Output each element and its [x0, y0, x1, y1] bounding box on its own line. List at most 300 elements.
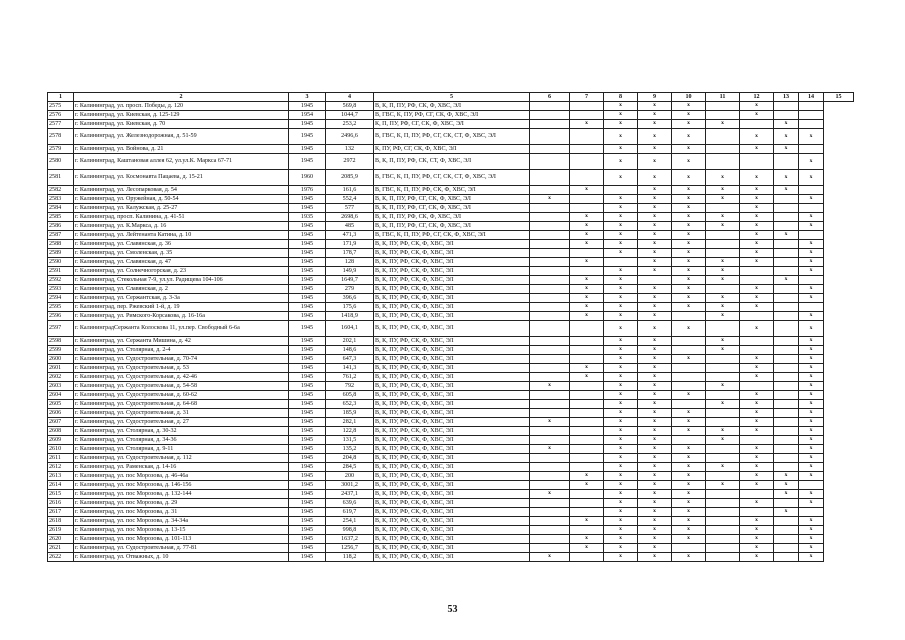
works-list-cell: В, К, ПУ, РФ, СК, Ф, ХВС, ЭЛ [374, 355, 530, 364]
area-cell: 185,9 [326, 409, 374, 418]
table-row [48, 204, 854, 213]
mark-cell-col-13 [774, 204, 799, 213]
mark-cell-col-8: x [604, 337, 638, 346]
year-built-cell: 1945 [289, 195, 326, 204]
mark-cell-col-14 [799, 145, 824, 154]
table-row [48, 213, 854, 222]
mark-cell-col-14: x [799, 472, 824, 481]
mark-cell-col-11: x [706, 337, 740, 346]
mark-cell-col-11: x [706, 303, 740, 312]
table-row [48, 526, 854, 535]
year-built-cell: 1945 [289, 364, 326, 373]
mark-cell-col-8: x [604, 276, 638, 285]
mark-cell-col-10 [672, 337, 706, 346]
mark-cell-col-10: x [672, 535, 706, 544]
mark-cell-col-14 [799, 111, 824, 120]
table-body [48, 102, 854, 562]
row-number-cell: 2579 [48, 145, 74, 154]
mark-cell-col-9: x [638, 553, 672, 562]
address-cell: г. Калининград, ул. Столярная, д. 2-4 [74, 346, 289, 355]
mark-cell-col-11 [706, 409, 740, 418]
mark-cell-col-7: x [570, 303, 604, 312]
mark-cell-col-7 [570, 553, 604, 562]
table-row [48, 154, 854, 170]
mark-cell-col-10: x [672, 508, 706, 517]
mark-cell-col-7 [570, 102, 604, 111]
mark-cell-col-14: x [799, 355, 824, 364]
mark-cell-col-6 [530, 258, 570, 267]
works-list-cell: В, К, ПУ, РФ, СК, Ф, ХВС, ЭЛ [374, 391, 530, 400]
area-cell: 2437,1 [326, 490, 374, 499]
area-cell: 3001,2 [326, 481, 374, 490]
mark-cell-col-10: x [672, 427, 706, 436]
works-list-cell: В, К, ПУ, РФ, СК, Ф, ХВС, ЭЛ [374, 508, 530, 517]
table-row [48, 111, 854, 120]
table-row [48, 267, 854, 276]
works-list-cell: В, К, ПУ, РФ, СК, Ф, ХВС, ЭЛ [374, 249, 530, 258]
mark-cell-col-12: x [740, 535, 774, 544]
address-cell: г. Калининград, пер. Ржевский 1-й, д. 19 [74, 303, 289, 312]
mark-cell-col-13: x [774, 508, 799, 517]
column-number-15: 15 [824, 93, 854, 102]
mark-cell-col-10: x [672, 463, 706, 472]
area-cell: 792 [326, 382, 374, 391]
mark-cell-col-14: x [799, 535, 824, 544]
mark-cell-col-10 [672, 544, 706, 553]
table-row [48, 346, 854, 355]
mark-cell-col-9: x [638, 346, 672, 355]
mark-cell-col-13 [774, 436, 799, 445]
mark-cell-col-6: x [530, 445, 570, 454]
mark-cell-col-14 [799, 120, 824, 129]
area-cell: 253,2 [326, 120, 374, 129]
mark-cell-col-14: x [799, 195, 824, 204]
row-number-cell: 2600 [48, 355, 74, 364]
year-built-cell: 1945 [289, 346, 326, 355]
mark-cell-col-10: x [672, 204, 706, 213]
mark-cell-col-9: x [638, 391, 672, 400]
mark-cell-col-12: x [740, 129, 774, 145]
works-list-cell: В, К, ПУ, РФ, СК, Ф, ХВС, ЭЛ [374, 481, 530, 490]
mark-cell-col-11: x [706, 346, 740, 355]
row-number-cell: 2594 [48, 294, 74, 303]
year-built-cell: 1945 [289, 463, 326, 472]
table-row [48, 553, 854, 562]
mark-cell-col-9 [638, 276, 672, 285]
year-built-cell: 1945 [289, 321, 326, 337]
area-cell: 279 [326, 285, 374, 294]
year-built-cell: 1945 [289, 508, 326, 517]
area-cell: 577 [326, 204, 374, 213]
row-number-cell: 2583 [48, 195, 74, 204]
mark-cell-col-10: x [672, 170, 706, 186]
mark-cell-col-11 [706, 249, 740, 258]
address-cell: г. Калининград, Стекольная 7-9, ул.ул. Радищева 104-106 [74, 276, 289, 285]
works-list-cell: В, ГВС, К, П, ПУ, РФ, СГ, СК, СТ, Ф, ХВС, ЭЛ [374, 129, 530, 145]
mark-cell-col-10: x [672, 481, 706, 490]
mark-cell-col-9: x [638, 111, 672, 120]
mark-cell-col-11 [706, 154, 740, 170]
area-cell: 2698,6 [326, 213, 374, 222]
table-row [48, 499, 854, 508]
mark-cell-col-9: x [638, 294, 672, 303]
mark-cell-col-11 [706, 285, 740, 294]
row-number-cell: 2619 [48, 526, 74, 535]
table-row [48, 508, 854, 517]
mark-cell-col-6 [530, 129, 570, 145]
works-list-cell: В, К, П, ПУ, РФ, СК, Ф, ХВС, ЭЛ [374, 102, 530, 111]
address-cell: г. Калининград, ул. Лесопарковая, д. 54 [74, 186, 289, 195]
area-cell: 1604,1 [326, 321, 374, 337]
row-number-cell: 2584 [48, 204, 74, 213]
mark-cell-col-12: x [740, 195, 774, 204]
mark-cell-col-10: x [672, 303, 706, 312]
column-number-8: 8 [604, 93, 638, 102]
address-cell: г. Калининград, ул. пос Морозова, д. 29 [74, 499, 289, 508]
mark-cell-col-14: x [799, 544, 824, 553]
mark-cell-col-10 [672, 436, 706, 445]
mark-cell-col-7 [570, 249, 604, 258]
mark-cell-col-9: x [638, 436, 672, 445]
year-built-cell: 1945 [289, 102, 326, 111]
mark-cell-col-14: x [799, 517, 824, 526]
mark-cell-col-11 [706, 373, 740, 382]
address-cell: г. Калининград, ул. Славянская, д. 36 [74, 240, 289, 249]
works-list-cell: В, К, ПУ, РФ, СК, Ф, ХВС, ЭЛ [374, 427, 530, 436]
mark-cell-col-12: x [740, 454, 774, 463]
mark-cell-col-6 [530, 267, 570, 276]
year-built-cell: 1945 [289, 454, 326, 463]
mark-cell-col-11 [706, 102, 740, 111]
mark-cell-col-7: x [570, 186, 604, 195]
mark-cell-col-13 [774, 285, 799, 294]
mark-cell-col-7: x [570, 240, 604, 249]
mark-cell-col-9: x [638, 400, 672, 409]
mark-cell-col-11 [706, 321, 740, 337]
row-number-cell: 2590 [48, 258, 74, 267]
mark-cell-col-12: x [740, 409, 774, 418]
mark-cell-col-9: x [638, 186, 672, 195]
mark-cell-col-6 [530, 231, 570, 240]
mark-cell-col-8: x [604, 267, 638, 276]
mark-cell-col-10 [672, 312, 706, 321]
column-number-3: 3 [289, 93, 326, 102]
mark-cell-col-9: x [638, 249, 672, 258]
mark-cell-col-9: x [638, 454, 672, 463]
mark-cell-col-10 [672, 364, 706, 373]
area-cell: 761,2 [326, 373, 374, 382]
year-built-cell: 1945 [289, 373, 326, 382]
mark-cell-col-14: x [799, 321, 824, 337]
mark-cell-col-12: x [740, 321, 774, 337]
year-built-cell: 1935 [289, 213, 326, 222]
table-row [48, 195, 854, 204]
mark-cell-col-9: x [638, 499, 672, 508]
mark-cell-col-6 [530, 436, 570, 445]
table-row [48, 364, 854, 373]
works-list-cell: В, К, ПУ, РФ, СК, Ф, ХВС, ЭЛ [374, 526, 530, 535]
table-row [48, 391, 854, 400]
row-number-cell: 2576 [48, 111, 74, 120]
area-cell: 282,1 [326, 418, 374, 427]
year-built-cell: 1945 [289, 427, 326, 436]
year-built-cell: 1945 [289, 409, 326, 418]
mark-cell-col-6 [530, 346, 570, 355]
year-built-cell: 1945 [289, 129, 326, 145]
mark-cell-col-11: x [706, 436, 740, 445]
mark-cell-col-10: x [672, 499, 706, 508]
mark-cell-col-6 [530, 364, 570, 373]
mark-cell-col-10: x [672, 472, 706, 481]
mark-cell-col-7 [570, 490, 604, 499]
row-number-cell: 2593 [48, 285, 74, 294]
mark-cell-col-10: x [672, 222, 706, 231]
area-cell: 605,8 [326, 391, 374, 400]
mark-cell-col-12: x [740, 463, 774, 472]
mark-cell-col-9: x [638, 258, 672, 267]
mark-cell-col-9: x [638, 222, 672, 231]
area-cell: 485 [326, 222, 374, 231]
year-built-cell: 1945 [289, 391, 326, 400]
mark-cell-col-12: x [740, 544, 774, 553]
mark-cell-col-13 [774, 312, 799, 321]
works-list-cell: В, К, ПУ, РФ, СК, Ф, ХВС, ЭЛ [374, 321, 530, 337]
mark-cell-col-7 [570, 499, 604, 508]
area-cell: 569,8 [326, 102, 374, 111]
mark-cell-col-7 [570, 321, 604, 337]
mark-cell-col-14: x [799, 285, 824, 294]
address-cell: г. Калининград, ул. Столярная, д. 34-36 [74, 436, 289, 445]
mark-cell-col-14: x [799, 490, 824, 499]
mark-cell-col-7 [570, 427, 604, 436]
mark-cell-col-7: x [570, 222, 604, 231]
column-number-13: 13 [774, 93, 799, 102]
year-built-cell: 1945 [289, 294, 326, 303]
mark-cell-col-13: x [774, 490, 799, 499]
area-cell: 118,2 [326, 553, 374, 562]
mark-cell-col-13 [774, 303, 799, 312]
address-cell: г. Калининград, ул. Римского-Корсакова, д. 16-16а [74, 312, 289, 321]
mark-cell-col-8: x [604, 312, 638, 321]
year-built-cell: 1945 [289, 526, 326, 535]
mark-cell-col-9: x [638, 418, 672, 427]
mark-cell-col-8: x [604, 321, 638, 337]
mark-cell-col-10 [672, 346, 706, 355]
works-list-cell: В, К, П, ПУ, РФ, СГ, СК, Ф, ХВС, ЭЛ [374, 204, 530, 213]
row-number-cell: 2597 [48, 321, 74, 337]
mark-cell-col-6 [530, 481, 570, 490]
mark-cell-col-9: x [638, 213, 672, 222]
row-number-cell: 2616 [48, 499, 74, 508]
table-row [48, 303, 854, 312]
mark-cell-col-13 [774, 294, 799, 303]
works-list-cell: В, К, ПУ, РФ, СК, Ф, ХВС, ЭЛ [374, 382, 530, 391]
mark-cell-col-7 [570, 170, 604, 186]
table-row [48, 445, 854, 454]
works-list-cell: В, ГВС, К, П, ПУ, РФ, СК, Ф, ХВС, ЭЛ [374, 186, 530, 195]
table-row [48, 337, 854, 346]
address-cell: г. Калининград, просп. Калинина, д. 41-51 [74, 213, 289, 222]
mark-cell-col-9: x [638, 337, 672, 346]
area-cell: 471,3 [326, 231, 374, 240]
mark-cell-col-6 [530, 294, 570, 303]
year-built-cell: 1945 [289, 535, 326, 544]
column-number-12: 12 [740, 93, 774, 102]
mark-cell-col-10: x [672, 111, 706, 120]
mark-cell-col-8: x [604, 418, 638, 427]
mark-cell-col-6 [530, 312, 570, 321]
mark-cell-col-13: x [774, 472, 799, 481]
row-number-cell: 2618 [48, 517, 74, 526]
mark-cell-col-8: x [604, 129, 638, 145]
mark-cell-col-13 [774, 427, 799, 436]
row-number-cell: 2620 [48, 535, 74, 544]
area-cell: 1637,2 [326, 535, 374, 544]
area-cell: 161,6 [326, 186, 374, 195]
area-cell: 132 [326, 145, 374, 154]
address-cell: г. Калининград, ул. Судостроительная, д. 77-81 [74, 544, 289, 553]
year-built-cell: 1945 [289, 436, 326, 445]
mark-cell-col-6 [530, 544, 570, 553]
mark-cell-col-9: x [638, 472, 672, 481]
mark-cell-col-13 [774, 382, 799, 391]
mark-cell-col-6 [530, 222, 570, 231]
area-cell: 1256,7 [326, 544, 374, 553]
works-list-cell: В, К, ПУ, РФ, СК, Ф, ХВС, ЭЛ [374, 346, 530, 355]
mark-cell-col-6: x [530, 553, 570, 562]
mark-cell-col-9: x [638, 481, 672, 490]
row-number-cell: 2599 [48, 346, 74, 355]
works-list-cell: В, К, ПУ, РФ, СК, Ф, ХВС, ЭЛ [374, 544, 530, 553]
works-list-cell: В, К, ПУ, РФ, СК, Ф, ХВС, ЭЛ [374, 267, 530, 276]
row-number-cell: 2606 [48, 409, 74, 418]
mark-cell-col-8: x [604, 454, 638, 463]
mark-cell-col-14: x [799, 373, 824, 382]
works-list-cell: В, ГВС, К, П, ПУ, РФ, СГ, СК, СТ, Ф, ХВС, ЭЛ [374, 170, 530, 186]
mark-cell-col-13 [774, 553, 799, 562]
area-cell: 1044,7 [326, 111, 374, 120]
mark-cell-col-14: x [799, 436, 824, 445]
column-number-9: 9 [638, 93, 672, 102]
mark-cell-col-6 [530, 186, 570, 195]
table-row [48, 463, 854, 472]
mark-cell-col-10 [672, 382, 706, 391]
works-list-cell: В, К, ПУ, РФ, СК, Ф, ХВС, ЭЛ [374, 499, 530, 508]
mark-cell-col-11: x [706, 195, 740, 204]
mark-cell-col-11: x [706, 170, 740, 186]
mark-cell-col-9: x [638, 321, 672, 337]
mark-cell-col-12: x [740, 400, 774, 409]
mark-cell-col-8: x [604, 102, 638, 111]
mark-cell-col-12: x [740, 222, 774, 231]
works-list-cell: В, К, ПУ, РФ, СК, Ф, ХВС, ЭЛ [374, 472, 530, 481]
mark-cell-col-9: x [638, 195, 672, 204]
address-cell: г. Калининград, ул. Славянская, д. 2 [74, 285, 289, 294]
mark-cell-col-8: x [604, 382, 638, 391]
mark-cell-col-14 [799, 102, 824, 111]
mark-cell-col-11 [706, 240, 740, 249]
row-number-cell: 2589 [48, 249, 74, 258]
mark-cell-col-8: x [604, 111, 638, 120]
mark-cell-col-12: x [740, 427, 774, 436]
mark-cell-col-13 [774, 544, 799, 553]
address-cell: г. Калининград, ул. Раменская, д. 14-16 [74, 463, 289, 472]
mark-cell-col-11: x [706, 382, 740, 391]
mark-cell-col-13 [774, 409, 799, 418]
mark-cell-col-8: x [604, 400, 638, 409]
works-list-cell: В, К, ПУ, РФ, СК, Ф, ХВС, ЭЛ [374, 436, 530, 445]
address-cell: г. Калининград, ул. Войнова, д. 21 [74, 145, 289, 154]
mark-cell-col-8: x [604, 240, 638, 249]
works-list-cell: В, К, ПУ, РФ, СК, Ф, ХВС, ЭЛ [374, 364, 530, 373]
mark-cell-col-6 [530, 373, 570, 382]
mark-cell-col-12 [740, 276, 774, 285]
year-built-cell: 1945 [289, 382, 326, 391]
mark-cell-col-11 [706, 355, 740, 364]
mark-cell-col-11: x [706, 427, 740, 436]
year-built-cell: 1945 [289, 499, 326, 508]
table-row [48, 409, 854, 418]
mark-cell-col-14: x [799, 391, 824, 400]
mark-cell-col-7: x [570, 517, 604, 526]
mark-cell-col-10: x [672, 145, 706, 154]
mark-cell-col-12 [740, 267, 774, 276]
mark-cell-col-6 [530, 213, 570, 222]
address-cell: г. Калининград, ул. Славянская, д. 47 [74, 258, 289, 267]
works-list-cell: В, К, ПУ, РФ, СК, Ф, ХВС, ЭЛ [374, 276, 530, 285]
mark-cell-col-12: x [740, 355, 774, 364]
mark-cell-col-11 [706, 204, 740, 213]
works-list-cell: В, К, ПУ, РФ, СК, Ф, ХВС, ЭЛ [374, 400, 530, 409]
mark-cell-col-14: x [799, 346, 824, 355]
row-number-cell: 2621 [48, 544, 74, 553]
table-row [48, 418, 854, 427]
mark-cell-col-11 [706, 418, 740, 427]
mark-cell-col-10: x [672, 553, 706, 562]
mark-cell-col-7 [570, 436, 604, 445]
row-number-cell: 2622 [48, 553, 74, 562]
mark-cell-col-12: x [740, 204, 774, 213]
mark-cell-col-13 [774, 321, 799, 337]
column-number-5: 5 [374, 93, 530, 102]
row-number-cell: 2608 [48, 427, 74, 436]
works-list-cell: В, К, ПУ, РФ, СК, Ф, ХВС, ЭЛ [374, 303, 530, 312]
mark-cell-col-8: x [604, 303, 638, 312]
mark-cell-col-11 [706, 517, 740, 526]
address-cell: г. Калининград, ул. Сержанта Мишина, д. 42 [74, 337, 289, 346]
mark-cell-col-6 [530, 454, 570, 463]
row-number-cell: 2613 [48, 472, 74, 481]
mark-cell-col-14: x [799, 400, 824, 409]
mark-cell-col-13 [774, 346, 799, 355]
mark-cell-col-6 [530, 145, 570, 154]
row-number-cell: 2614 [48, 481, 74, 490]
mark-cell-col-14: x [799, 222, 824, 231]
mark-cell-col-9: x [638, 427, 672, 436]
table-row [48, 312, 854, 321]
mark-cell-col-6 [530, 303, 570, 312]
table-row [48, 170, 854, 186]
mark-cell-col-13 [774, 400, 799, 409]
area-cell: 202,1 [326, 337, 374, 346]
table-row [48, 120, 854, 129]
mark-cell-col-13: x [774, 481, 799, 490]
mark-cell-col-12: x [740, 445, 774, 454]
works-list-cell: В, К, П, ПУ, РФ, СК, СТ, Ф, ХВС, ЭЛ [374, 154, 530, 170]
mark-cell-col-6: x [530, 490, 570, 499]
mark-cell-col-7 [570, 409, 604, 418]
mark-cell-col-14: x [799, 129, 824, 145]
